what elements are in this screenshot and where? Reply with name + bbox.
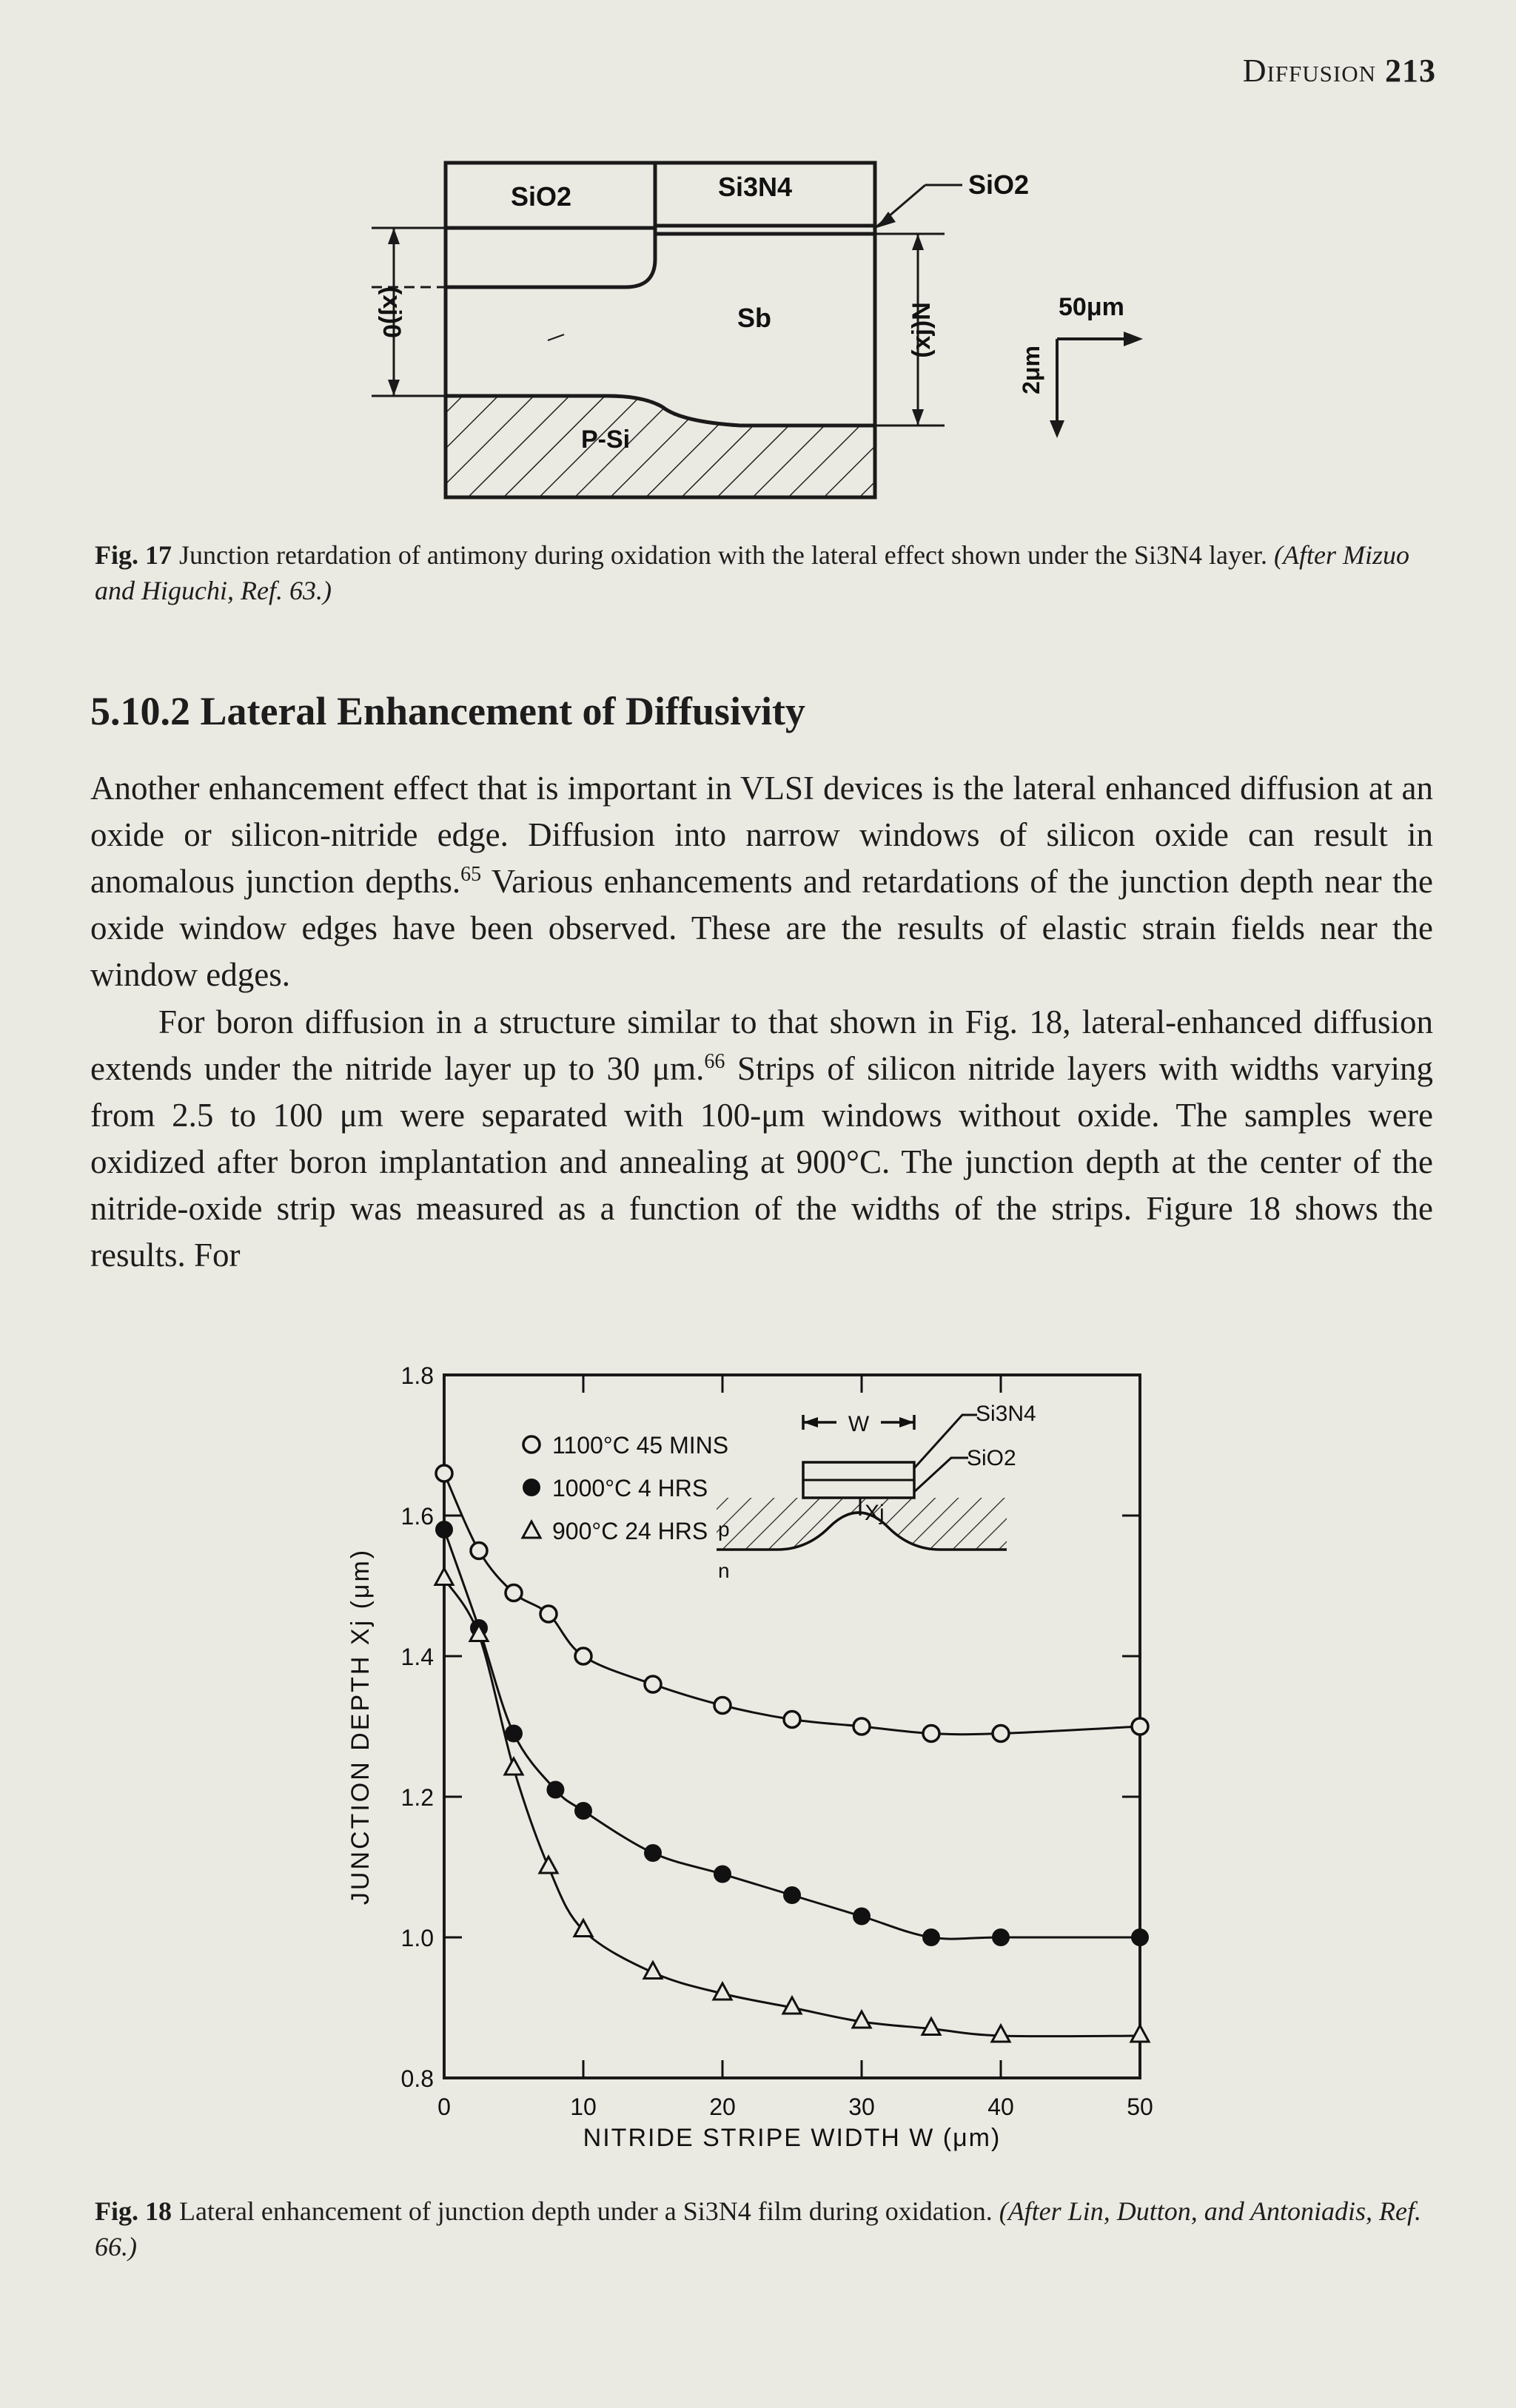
paragraph-2-text-a: For boron diffusion in a structure similar to that shown in Fig. 18, lateral-enhanced diffusion extends under the nitride layer up to 30 μm.: [90, 1003, 1433, 1087]
data-point-open-circle: [853, 1718, 870, 1735]
data-point-open-circle: [1132, 1718, 1148, 1735]
data-point-open-circle: [436, 1465, 452, 1482]
arrowhead-scale-x: [1124, 332, 1143, 346]
figure-17-caption: [95, 537, 1435, 608]
inset-p-label: p: [718, 1518, 730, 1541]
data-point-filled-circle: [714, 1866, 731, 1883]
data-point-filled-circle: [546, 1781, 564, 1799]
paragraph-2-text-b: Strips of silicon nitride layers with widths varying from 2.5 to 100 μm were separated with 100-μm windows without oxide. The samples were oxidized after boron implantation and annealing at 900°C. The junction depth at the center of the nitride-oxide strip was measured as a function of the widths of the strips. Figure 18 shows the results. For: [90, 1050, 1433, 1274]
data-point-open-circle: [923, 1726, 939, 1742]
arrowhead-scale-y: [1050, 420, 1064, 438]
inset-w-label: W: [848, 1412, 870, 1436]
x-tick-label: 0: [437, 2093, 451, 2120]
x-tick-label: 20: [709, 2093, 736, 2120]
inset-sio2-label: SiO2: [967, 1446, 1016, 1470]
y-tick-label: 1.6: [400, 1503, 434, 1530]
fig18-caption-text: Lateral enhancement of junction depth under a Si3N4 film during oxidation.: [179, 2196, 993, 2226]
data-point-filled-circle: [574, 1802, 592, 1820]
data-point-open-triangle: [435, 1569, 453, 1585]
fig18-caption-label: Fig. 18: [95, 2196, 172, 2226]
inset-arrow-left: [803, 1417, 818, 1427]
psi-region: [446, 396, 875, 497]
data-point-open-triangle: [922, 2019, 940, 2035]
label-si3n4: Si3N4: [718, 172, 793, 202]
legend: [523, 1432, 728, 1544]
label-sb: Sb: [737, 303, 772, 333]
paragraph-1: [90, 765, 1433, 998]
fig17-caption-label: Fig. 17: [95, 540, 172, 570]
label-psi: P-Si: [581, 426, 631, 454]
figure-18-caption: [95, 2193, 1435, 2264]
legend-marker-open-triangle: [523, 1521, 540, 1538]
data-point-open-triangle: [505, 1758, 523, 1775]
label-xjn: (xj)N: [908, 302, 936, 358]
y-tick-label: 0.8: [400, 2065, 434, 2092]
paragraph-2-ref: 66: [704, 1050, 725, 1073]
inset-p-region: [717, 1498, 1007, 1550]
data-point-open-circle: [993, 1726, 1009, 1742]
legend-label-2: 1000°C 4 HRS: [552, 1475, 708, 1501]
series-curve: [444, 1530, 1140, 1939]
data-point-filled-circle: [992, 1928, 1010, 1946]
data-point-open-triangle: [540, 1857, 557, 1873]
y-tick-label: 1.8: [400, 1362, 434, 1389]
y-tick-label: 1.0: [400, 1925, 434, 1951]
inset-sio2-leader: [914, 1458, 968, 1492]
data-point-open-circle: [540, 1606, 557, 1622]
legend-marker-filled-circle: [523, 1479, 540, 1496]
label-scale-2: 2μm: [1018, 346, 1044, 394]
label-sio2-right: SiO2: [968, 169, 1030, 200]
data-point-filled-circle: [922, 1928, 940, 1946]
inset-arrow-right: [899, 1417, 914, 1427]
arrowhead-left-bot: [388, 380, 400, 396]
arrowhead-right-bot: [912, 409, 924, 426]
paragraph-2: [90, 999, 1433, 1279]
data-point-filled-circle: [644, 1844, 662, 1862]
inset-si3n4-label: Si3N4: [976, 1402, 1036, 1426]
inset-diagram: [717, 1402, 1036, 1582]
y-axis-label: JUNCTION DEPTH Xj (μm): [346, 1547, 375, 1906]
legend-marker-open-circle: [523, 1436, 540, 1453]
data-point-open-triangle: [1131, 2025, 1149, 2042]
x-axis-label: NITRIDE STRIPE WIDTH W (μm): [583, 2124, 1002, 2152]
data-point-open-circle: [784, 1712, 800, 1728]
x-tick-label: 10: [570, 2093, 597, 2120]
data-point-open-triangle: [992, 2025, 1010, 2042]
data-point-open-circle: [471, 1543, 487, 1559]
y-tick-label: 1.2: [400, 1784, 434, 1811]
paragraph-1-text-a: Another enhancement effect that is important in VLSI devices is the lateral enhanced diffusion at an oxide or silicon-nitride edge. Diffusion into narrow windows of silicon oxide can result in anomalous junction depths.: [90, 770, 1433, 900]
data-point-open-triangle: [853, 2011, 871, 2028]
inset-xj-label: Xj: [865, 1501, 885, 1525]
fig17-caption-text: Junction retardation of antimony during oxidation with the lateral effect shown under the Si3N4 layer.: [179, 540, 1267, 570]
stray-mark: [548, 334, 564, 340]
x-tick-label: 30: [848, 2093, 875, 2120]
inset-n-label: n: [718, 1559, 730, 1582]
data-point-filled-circle: [1131, 1928, 1149, 1946]
page-number: 213: [1385, 53, 1436, 89]
arrowhead-left-top: [388, 228, 400, 244]
label-xj0: (xj)0: [378, 286, 406, 338]
data-point-filled-circle: [435, 1521, 453, 1538]
data-point-open-circle: [575, 1648, 591, 1664]
y-tick-label: 1.4: [400, 1644, 434, 1670]
legend-label-1: 1100°C 45 MINS: [552, 1432, 729, 1459]
data-point-filled-circle: [853, 1908, 871, 1926]
x-tick-label: 40: [987, 2093, 1014, 2120]
running-header-title: Diffusion: [1242, 53, 1376, 89]
paragraph-1-ref: 65: [460, 863, 482, 886]
label-sio2-left: SiO2: [511, 181, 572, 212]
x-tick-label: 50: [1127, 2093, 1153, 2120]
paragraph-1-text-b: Various enhancements and retardations of the junction depth near the oxide window edges have been observed. These are the results of elastic strain fields near the window edges.: [90, 863, 1433, 993]
label-scale-50: 50μm: [1059, 293, 1124, 321]
series-curve: [444, 1579, 1140, 2037]
section-title: 5.10.2 Lateral Enhancement of Diffusivity: [90, 689, 805, 733]
data-point-filled-circle: [505, 1725, 523, 1743]
data-point-open-circle: [506, 1585, 522, 1601]
figure-18-chart: [326, 1347, 1214, 2161]
legend-label-3: 900°C 24 HRS: [552, 1518, 708, 1544]
running-header: [1243, 52, 1436, 90]
data-point-filled-circle: [783, 1886, 801, 1904]
fig18-caption-source: (After Lin, Dutton, and Antoniadis, Ref. 66.): [95, 2196, 1422, 2261]
data-point-open-circle: [645, 1676, 661, 1692]
arrowhead-right-top: [912, 234, 924, 250]
data-point-open-circle: [714, 1698, 731, 1714]
figure-17-diagram: [326, 141, 1214, 525]
fig17-caption-source: (After Mizuo and Higuchi, Ref. 63.): [95, 540, 1409, 605]
